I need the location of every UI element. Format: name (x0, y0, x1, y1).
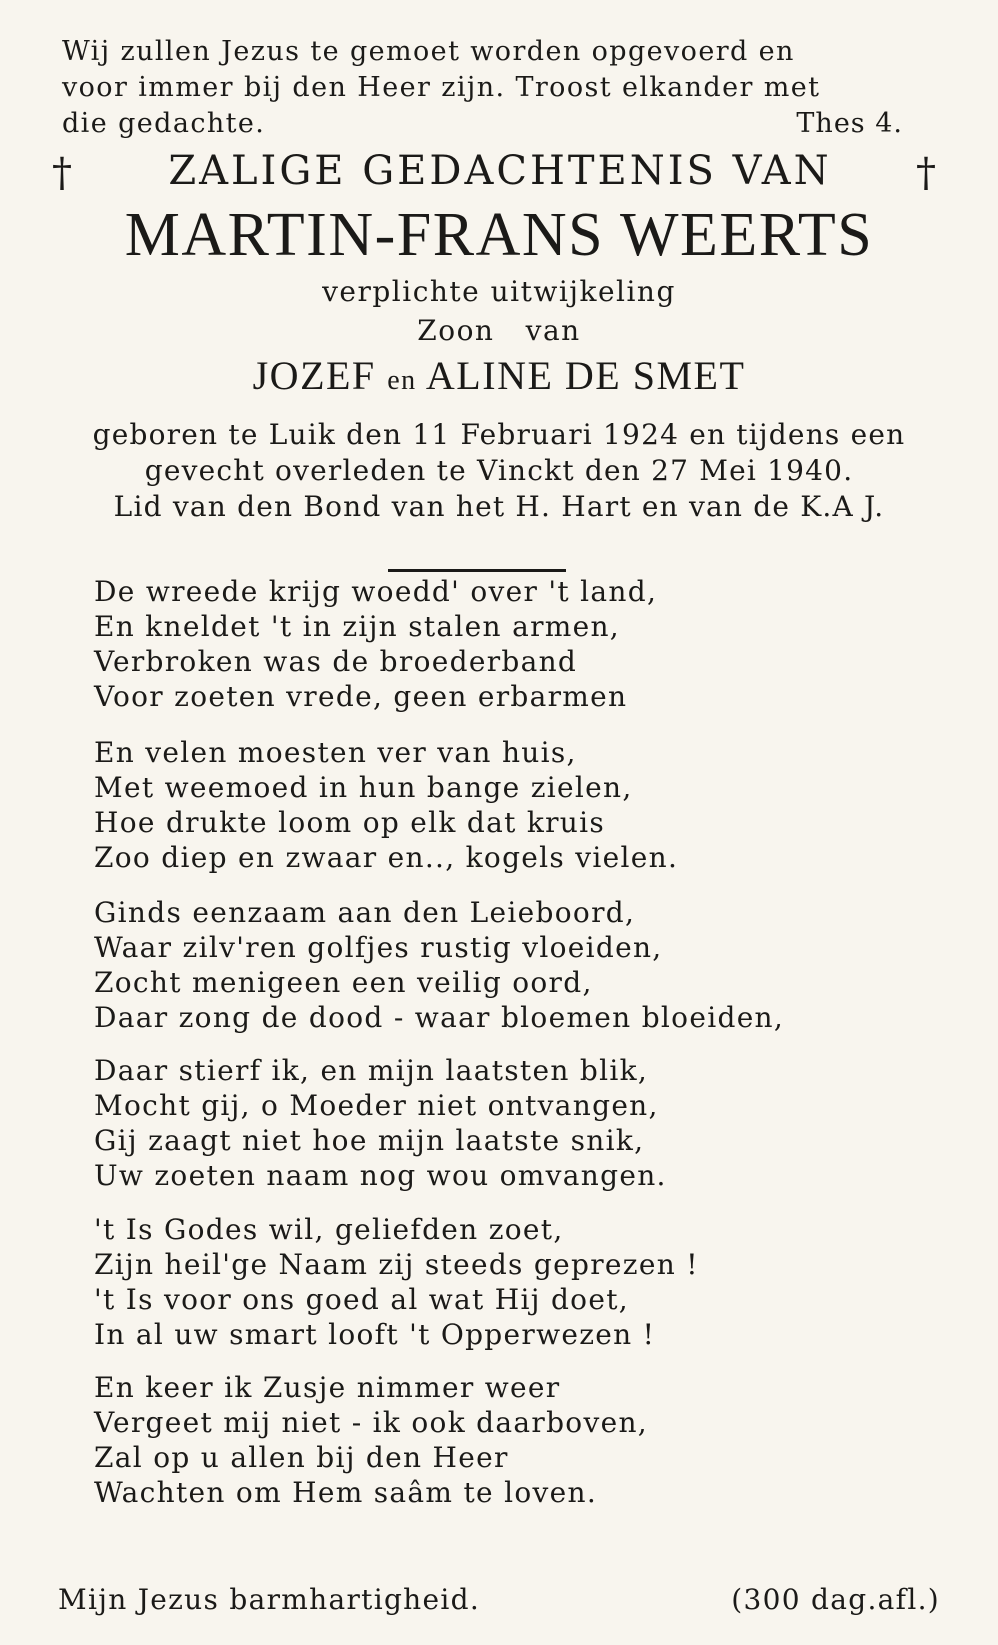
poem-line: Zocht menigeen een veilig oord, (94, 966, 593, 999)
poem-line: De wreede krijg woedd' over 't land, (94, 575, 658, 608)
poem-line: Vergeet mij niet - ik ook daarboven, (94, 1406, 648, 1439)
poem-line: Verbroken was de broederband (94, 645, 578, 678)
poem-stanza-3 (94, 895, 784, 1035)
mother-name: ALINE DE SMET (425, 353, 746, 398)
footer-indulgence: (300 dag.afl.) (731, 1583, 940, 1616)
poem-stanza-5 (94, 1212, 699, 1352)
poem-line: Daar zong de dood - waar bloemen bloeiden, (94, 1001, 785, 1034)
poem-line: In al uw smart looft 't Opperwezen ! (94, 1318, 656, 1351)
poem-line: 't Is Godes wil, geliefden zoet, (94, 1213, 564, 1246)
poem-line: Zoo diep en zwaar en.., kogels vielen. (94, 841, 679, 874)
cross-right-icon: † (916, 150, 936, 196)
poem-line: Met weemoed in hun bange zielen, (94, 771, 633, 804)
poem-line: Waar zilv'ren golfjes rustig vloeiden, (94, 931, 663, 964)
footer-prayer: Mijn Jezus barmhartigheid. (58, 1583, 481, 1616)
birth-death-line-1: geboren te Luik den 11 Februari 1924 en tijdens een (92, 418, 906, 451)
parents-conjunction: en (387, 365, 417, 396)
poem-line: Zijn heil'ge Naam zij steeds geprezen ! (94, 1248, 699, 1281)
parents (40, 352, 958, 399)
poem-stanza-4 (94, 1053, 667, 1193)
poem-line: Uw zoeten naam nog wou omvangen. (94, 1159, 667, 1192)
poem-line: Ginds eenzaam aan den Leieboord, (94, 896, 636, 929)
epigraph-line-1: Wij zullen Jezus te gemoet worden opgevoerd en (62, 36, 795, 67)
poem-line: Zal op u allen bij den Heer (94, 1441, 509, 1474)
poem-line: Daar stierf ik, en mijn laatsten blik, (94, 1054, 649, 1087)
cross-left-icon: † (52, 150, 72, 196)
poem-line: En kneldet 't in zijn stalen armen, (94, 610, 621, 643)
poem-stanza-6 (94, 1370, 648, 1510)
poem-line: Mocht gij, o Moeder niet ontvangen, (94, 1089, 659, 1122)
membership-line: Lid van den Bond van het H. Hart en van de K.A J. (113, 490, 885, 523)
poem-line: Voor zoeten vrede, geen erbarmen (94, 680, 628, 713)
heading-title: ZALIGE GEDACHTENIS VAN (168, 148, 832, 194)
poem-stanza-2 (94, 735, 678, 875)
epigraph-reference: Thes 4. (796, 108, 903, 139)
poem-line: Hoe drukte loom op elk dat kruis (94, 806, 606, 839)
divider (388, 569, 566, 572)
poem-stanza-1 (94, 574, 657, 714)
birth-death-line-2: gevecht overleden te Vinckt den 27 Mei 1940. (144, 454, 854, 487)
son-of: Zoon van (417, 314, 581, 347)
father-name: JOZEF (252, 353, 376, 398)
poem-line: Gij zaagt niet hoe mijn laatste snik, (94, 1124, 645, 1157)
epigraph-line-3: die gedachte. (62, 108, 266, 139)
poem-line: Wachten om Hem saâm te loven. (94, 1476, 598, 1509)
deceased-name: MARTIN-FRANS WEERTS (124, 201, 874, 269)
epigraph-line-2: voor immer bij den Heer zijn. Troost elkander met (62, 72, 821, 103)
poem-line: En keer ik Zusje nimmer weer (94, 1371, 561, 1404)
poem-line: En velen moesten ver van huis, (94, 736, 577, 769)
poem-line: 't Is voor ons goed al wat Hij doet, (94, 1283, 629, 1316)
description: verplichte uitwijkeling (322, 275, 676, 308)
